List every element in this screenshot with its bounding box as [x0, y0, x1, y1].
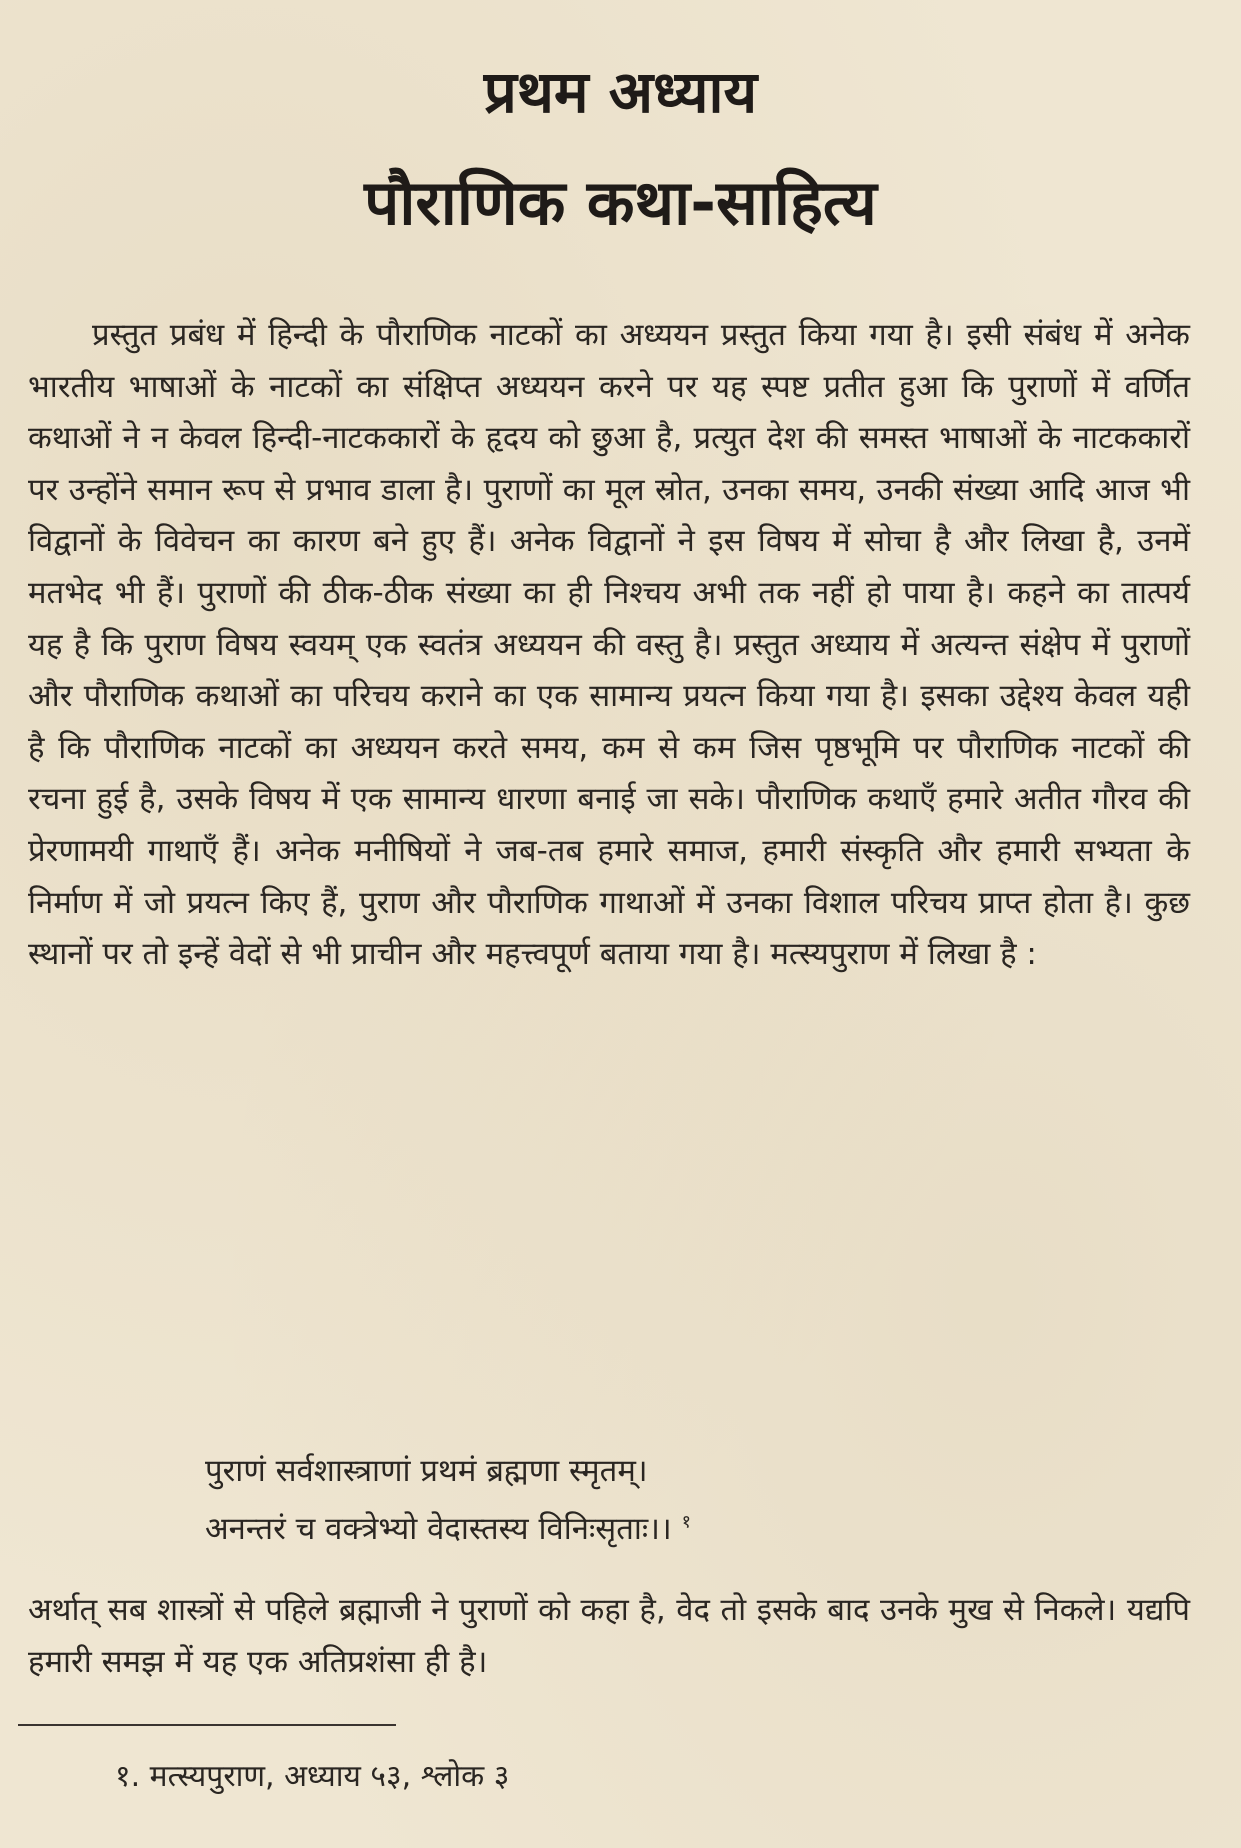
paragraph-explanation: अर्थात् सब शास्त्रों से पहिले ब्रह्माजी ने पुराणों को कहा है, वेद तो इसके बाद उनके मुख से निकले। यद्यपि हमारी समझ में यह एक अतिप्रशंसा ही है। — [28, 1592, 1190, 1680]
paragraph-intro: प्रस्तुत प्रबंध में हिन्दी के पौराणिक नाटकों का अध्ययन प्रस्तुत किया गया है। इसी संबंध में अनेक भारतीय भाषाओं के नाटकों का संक्षिप्त अध्ययन करने पर यह स्पष्ट प्रतीत हुआ कि पुराणों में वर्णित कथाओं ने न केवल हिन्दी-नाटककारों के हृदय को छुआ है, प्रत्युत देश की समस्त भाषाओं के नाटककारों पर उन्होंने समान रूप से प्रभाव डाला है। पुराणों का मूल स्रोत, उनका समय, उनकी संख्या आदि आज भी विद्वानों के विवेचन का कारण बने हुए हैं। अनेक विद्वानों ने इस विषय में सोचा है और लिखा है, उनमें मतभेद भी हैं। पुराणों की ठीक-ठीक संख्या का ही निश्चय अभी तक नहीं हो पाया है। कहने का तात्पर्य यह है कि पुराण विषय स्वयम् एक स्वतंत्र अध्ययन की वस्तु है। प्रस्तुत अध्याय में अत्यन्त संक्षेप में पुराणों और पौराणिक कथाओं का परिचय कराने का एक सामान्य प्रयत्न किया गया है। इसका उद्देश्य केवल यही है कि पौराणिक नाटकों का अध्ययन करते समय, कम से कम जिस पृष्ठभूमि पर पौराणिक नाटकों की रचना हुई है, उसके विषय में एक सामान्य धारणा बनाई जा सके। पौराणिक कथाएँ हमारे अतीत गौरव की प्रेरणामयी गाथाएँ हैं। अनेक मनीषियों ने जब-तब हमारे समाज, हमारी संस्कृति और हमारी सभ्यता के निर्माण में जो प्रयत्न किए हैं, पुराण और पौराणिक गाथाओं में उनका विशाल परिचय प्राप्त होता है। कुछ स्थानों पर तो इन्हें वेदों से भी प्राचीन और महत्त्वपूर्ण बताया गया है। मत्स्यपुराण में लिखा है : — [28, 317, 1190, 973]
verse-line-2-text: अनन्तरं च वक्त्रेभ्यो वेदास्तस्य विनिःसृताः।। — [205, 1511, 672, 1547]
chapter-heading: प्रथम अध्याय — [483, 58, 758, 126]
verse-line-1-text: पुराणं सर्वशास्त्राणां प्रथमं ब्रह्मणा स्मृतम्। — [205, 1453, 648, 1489]
verse-line-1 — [205, 1445, 1105, 1497]
footnote-divider — [18, 1724, 396, 1726]
verse-line-2 — [205, 1503, 1105, 1555]
footnote-text: १. मत्स्यपुराण, अध्याय ५३, श्लोक ३ — [115, 1759, 510, 1794]
verse-line-2-wrapper — [205, 1503, 1105, 1555]
chapter-title: पौराणिक कथा-साहित्य — [364, 166, 877, 239]
footnote-reference-marker[interactable]: १ — [681, 1511, 691, 1533]
